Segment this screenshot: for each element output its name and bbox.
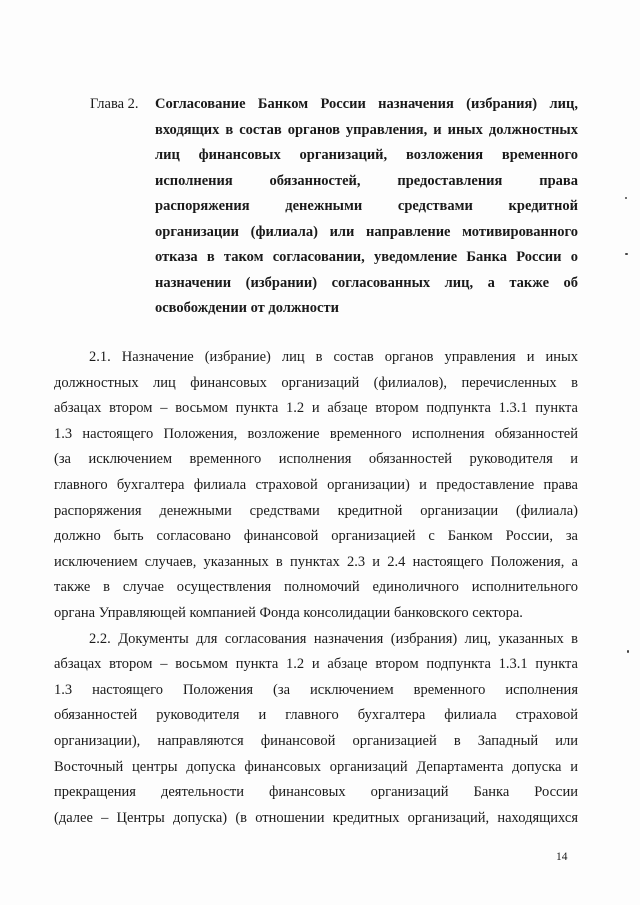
paragraph-line: 1.3 настоящего Положения, возложение временного исполнения обязанностей bbox=[54, 425, 578, 442]
chapter-title-line: входящих в состав органов управления, и иных должностных bbox=[155, 121, 578, 138]
scan-speck bbox=[625, 197, 627, 199]
paragraph-2-1 bbox=[54, 345, 578, 627]
paragraph-line: организации), направляются финансовой организацией в Западный или bbox=[54, 732, 578, 749]
paragraph-line: 2.1. Назначение (избрание) лиц в состав органов управления и иных bbox=[89, 349, 578, 365]
chapter-title-line: исполнения обязанностей, предоставления права bbox=[155, 172, 578, 189]
paragraph-line: распоряжения денежными средствами кредитной организации (филиала) bbox=[54, 502, 578, 519]
chapter-title bbox=[155, 92, 578, 322]
chapter-title-line: отказа в таком согласовании, уведомление Банка России о bbox=[155, 249, 578, 265]
paragraph-line: 2.2. Документы для согласования назначения (избрания) лиц, указанных в bbox=[89, 630, 578, 647]
chapter-title-line: организации (филиала) или направление мотивированного bbox=[155, 223, 578, 240]
paragraph-line: прекращения деятельности финансовых организаций Банка России bbox=[54, 784, 578, 801]
paragraph-line: (далее – Центры допуска) (в отношении кредитных организаций, находящихся bbox=[54, 809, 578, 826]
scan-speck bbox=[625, 253, 628, 255]
chapter-title-line: Согласование Банком России назначения (избрания) лиц, bbox=[155, 96, 578, 112]
chapter-title-line: распоряжения денежными средствами кредитной bbox=[155, 198, 578, 214]
paragraph-line: также в случае осуществления полномочий единоличного исполнительного bbox=[54, 579, 578, 596]
chapter-title-line: назначении (избрании) согласованных лиц, а также об bbox=[155, 274, 578, 291]
body-text bbox=[54, 345, 578, 831]
chapter-title-line: освобождении от должности bbox=[155, 300, 339, 316]
page-number: 14 bbox=[556, 851, 568, 863]
paragraph-line: 1.3 настоящего Положения (за исключением временного исполнения bbox=[54, 681, 578, 698]
scan-speck bbox=[627, 650, 629, 653]
paragraph-line: абзацах втором – восьмом пункта 1.2 и абзаце втором подпункта 1.3.1 пункта bbox=[54, 656, 578, 673]
chapter-number: Глава 2. bbox=[90, 96, 139, 112]
paragraph-2-2 bbox=[54, 627, 578, 832]
chapter-title-line: лиц финансовых организаций, возложения временного bbox=[155, 147, 578, 163]
paragraph-line: органа Управляющей компанией Фонда консолидации банковского сектора. bbox=[54, 604, 523, 621]
paragraph-line: главного бухгалтера филиала страховой организации) и предоставление права bbox=[54, 476, 578, 493]
paragraph-line: абзацах втором – восьмом пункта 1.2 и абзаце втором подпункта 1.3.1 пункта bbox=[54, 400, 578, 417]
paragraph-line: исключением случаев, указанных в пунктах 2.3 и 2.4 настоящего Положения, а bbox=[54, 553, 578, 570]
paragraph-line: обязанностей руководителя и главного бухгалтера филиала страховой bbox=[54, 707, 578, 724]
paragraph-line: Восточный центры допуска финансовых организаций Департамента допуска и bbox=[54, 758, 578, 775]
paragraph-line: должно быть согласовано финансовой организацией с Банком России, за bbox=[54, 528, 578, 545]
paragraph-line: должностных лиц финансовых организаций (филиалов), перечисленных в bbox=[54, 374, 578, 391]
paragraph-line: (за исключением временного исполнения обязанностей руководителя и bbox=[54, 451, 578, 468]
